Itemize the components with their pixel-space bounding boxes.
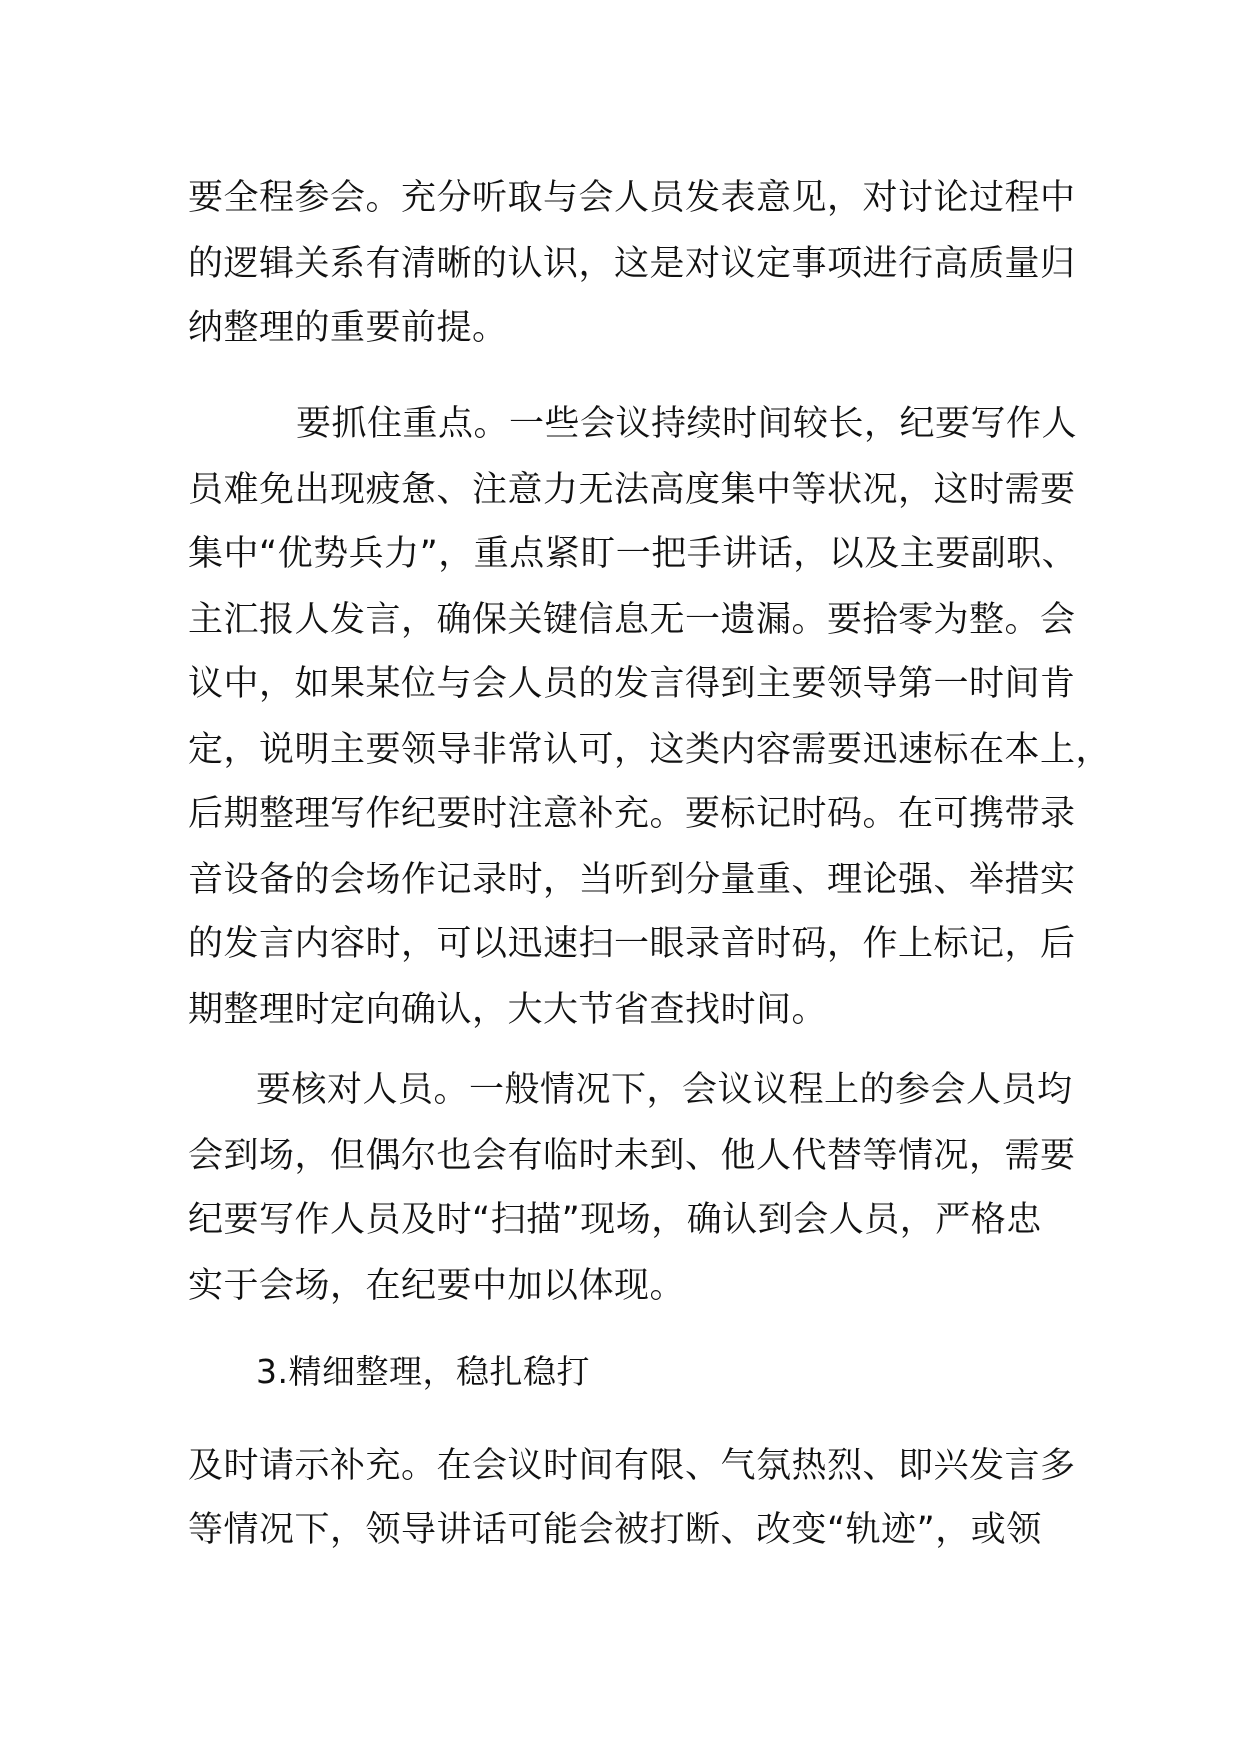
section-heading: 3.精细整理，稳扎稳打: [256, 1352, 590, 1391]
text-line: 会到场，但偶尔也会有临时未到、他人代替等情况，需要: [188, 1136, 1076, 1176]
text-line: 的发言内容时，可以迅速扫一眼录音时码，作上标记，后: [188, 924, 1076, 964]
text-line: 员难免出现疲惫、注意力无法高度集中等状况，这时需要: [188, 470, 1076, 510]
paragraph-start-line: 要抓住重点。一些会议持续时间较长，纪要写作人: [296, 404, 1078, 444]
text-line: 议中，如果某位与会人员的发言得到主要领导第一时间肯: [188, 664, 1076, 704]
text-line: 实于会场，在纪要中加以体现。: [188, 1266, 686, 1306]
text-line: 纪要写作人员及时“扫描”现场，确认到会人员，严格忠: [188, 1200, 1042, 1240]
text-line: 的逻辑关系有清晰的认识，这是对议定事项进行高质量归: [188, 244, 1076, 284]
text-line: 集中“优势兵力”，重点紧盯一把手讲话，以及主要副职、: [188, 534, 1078, 574]
text-line: 等情况下，领导讲话可能会被打断、改变“轨迹”，或领: [188, 1510, 1042, 1550]
text-line: 要全程参会。充分听取与会人员发表意见，对讨论过程中: [188, 178, 1076, 218]
text-line: 音设备的会场作记录时，当听到分量重、理论强、举措实: [188, 860, 1076, 900]
text-line: 主汇报人发言，确保关键信息无一遗漏。要拾零为整。会: [188, 600, 1076, 640]
text-line: 期整理时定向确认，大大节省查找时间。: [188, 990, 828, 1030]
text-line: 及时请示补充。在会议时间有限、气氛热烈、即兴发言多: [188, 1446, 1076, 1486]
text-line: 纳整理的重要前提。: [188, 308, 508, 348]
paragraph-start-line: 要核对人员。一般情况下，会议议程上的参会人员均: [256, 1070, 1073, 1110]
text-line: 定，说明主要领导非常认可，这类内容需要迅速标在本上，: [188, 730, 1112, 770]
text-line: 后期整理写作纪要时注意补充。要标记时码。在可携带录: [188, 794, 1076, 834]
